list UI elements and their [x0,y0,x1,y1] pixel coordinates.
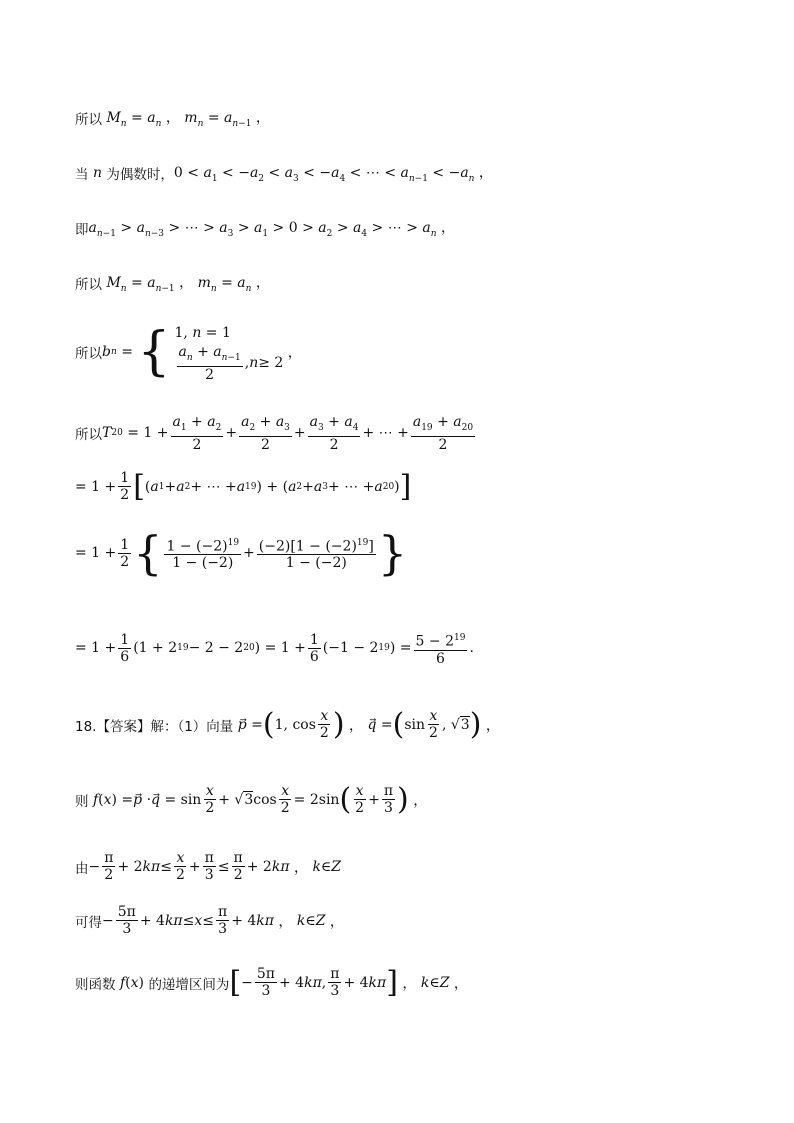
math-expr: b n = { 1, n = 1 $\frac{a_n + a_{n-1}}{2}$ , n ≥ 2 ， [102,322,302,383]
math-expr: [ − $\frac{5\pi}{3}$ + 4 kπ , $\frac{\pi}{3}$ + 4 kπ ] ， k ∈ Z ， [229,964,468,1000]
line-13 [75,904,344,937]
line-2 [75,162,493,184]
text-prefix: 所以 [75,346,102,363]
answer-label: 18.【答案】解：（1）向量 [75,718,234,735]
text-mid: 的递增区间为 [148,976,230,993]
math-func: f(x) [119,974,149,991]
line-1 [75,107,270,129]
line-7 [75,470,411,503]
math-expr: = 1 + $\frac{1}{2}$ { $\frac{1 - (-2)^{19}}{1 - (-2)}$ + $\frac{(-2)[1 - (-2)^{19}]}{1 - (-2)}$ } [75,526,408,580]
math-expr: $a_{n-1} > a_{n-3}$ > ⋯ > $a_3 > a_1 > 0 > a_2 > a_4$ > ⋯ > $a_n$ ， [88,220,455,239]
line-3 [75,217,455,239]
line-11 [75,783,427,816]
text-prefix: 则函数 [75,976,116,993]
math-expr: T 20 = 1 + $\frac{a_1 + a_2}{2}$ + $\frac{a_2 + a_3}{2}$ + $\frac{a_3 + a_4}{2}$ + ⋯ + $\frac{a_{19} + a_{20}}{2}$ [102,414,474,453]
math-expr: p ⃗ = ( 1, cos $\frac{x}{2}$ ) ， q ⃗ = ( sin $\frac{x}{2}$ , √ 3 ) ， [237,706,500,742]
text-prefix: 所以 [75,427,102,444]
text-prefix: 所以 [75,111,102,128]
text-mid: 为偶数时， [106,166,174,183]
math-expr: − $\frac{\pi}{2}$ + 2 kπ ≤ $\frac{x}{2}$ + $\frac{\pi}{3}$ ≤ $\frac{\pi}{2}$ + 2 kπ ， k ∈ Z [88,850,342,883]
text-prefix: 由 [75,860,89,877]
line-9 [75,630,474,667]
math-var: n [88,164,107,181]
text-prefix: 则 [75,793,89,810]
math-expr: $0 < a_1 < -a_2 < a_3 < -a_4$ < ⋯ < $a_{n-1} < -a_n$ ， [173,165,493,184]
text-prefix: 所以 [75,276,102,293]
line-answer-18 [75,708,500,741]
line-6 [75,414,477,453]
line-12 [75,850,341,883]
math-expr: = 1 + $\frac{1}{6}$ (1 + 2 19 − 2 − 2 20 ) = 1 + $\frac{1}{6}$ (−1 − 2 19 ) = $\frac{5 - 2^{19}}{6}$ . [75,631,474,667]
math-expr: f ( x ) = p ⃗ · q ⃗ = sin $\frac{x}{2}$ + √ 3 cos $\frac{x}{2}$ = 2sin ( $\frac{x}{2}$ + $\frac{\pi}{3}$ ) ， [92,781,428,817]
text-prefix: 即 [75,221,89,238]
text-prefix: 可得 [75,914,102,931]
math-expr: $M_n = a_{n-1}$ ， $m_n = a_n$ ， [106,275,270,294]
line-5 [75,322,302,383]
math-expr: − $\frac{5\pi}{3}$ + 4 kπ ≤ x ≤ $\frac{\pi}{3}$ + 4 kπ ， k ∈ Z ， [102,904,344,937]
math-expr: $M_n = a_n$ ， $m_n = a_{n-1}$ ， [106,110,270,129]
math-expr: = 1 + $\frac{1}{2}$ [ ( a 1 + a 2 + ⋯ + a 19 ) + ( a 2 + a 3 + ⋯ + a 20 ) ] [75,468,412,504]
text-prefix: 当 [75,166,89,183]
line-4 [75,272,270,294]
line-8 [75,526,408,580]
line-14 [75,966,468,999]
